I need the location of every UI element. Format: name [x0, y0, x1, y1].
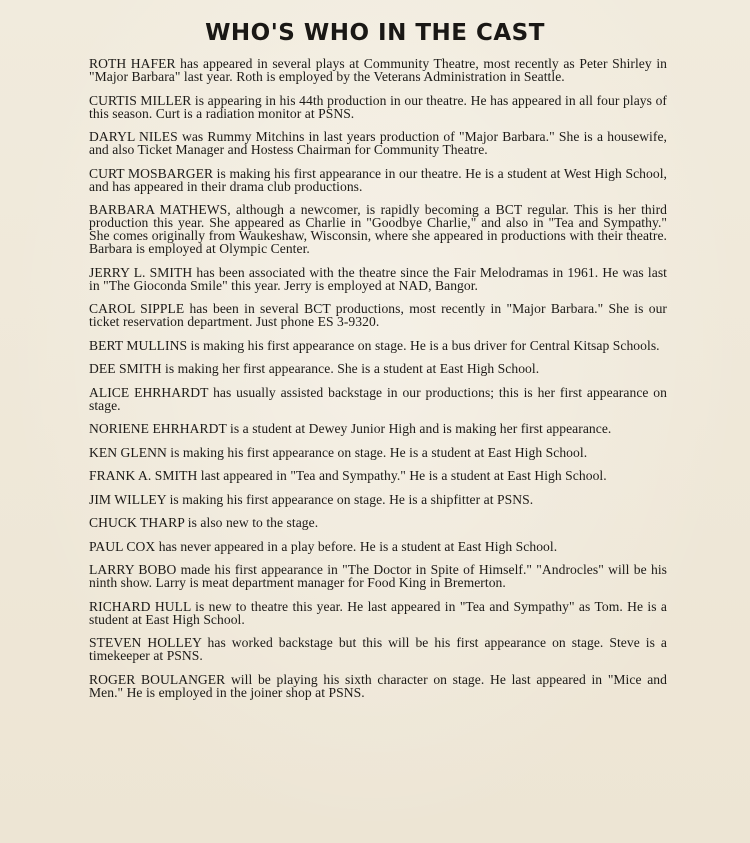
cast-entry: BARBARA MATHEWS, although a newcomer, is rapidly becoming a BCT regular. This is her third production this year. She appeared as Charlie in "Goodbye Charlie," and also in "Tea and Sympathy." She comes originally from Waukeshaw, Wisconsin, where she appeared in productions with their theatre. Barbara is employed at Olympic Center. — [89, 202, 667, 256]
cast-entry: PAUL COX has never appeared in a play before. He is a student at East High School. — [89, 538, 558, 554]
cast-entry: DARYL NILES was Rummy Mitchins in last years production of "Major Barbara." She is a housewife, and also Ticket Manager and Hostess Chairman for Community Theatre. — [89, 129, 667, 157]
cast-entry: ROTH HAFER has appeared in several plays at Community Theatre, most recently as Peter Shirley in "Major Barbara" last year. Roth is employed by the Veterans Administration in Seattle. — [89, 56, 667, 84]
cast-entry: NORIENE EHRHARDT is a student at Dewey Junior High and is making her first appearance. — [89, 421, 612, 436]
cast-entry: CURTIS MILLER is appearing in his 44th production in our theatre. He has appeared in all four plays of this season. Curt is a radiation monitor at PSNS. — [89, 92, 667, 121]
cast-entry: RICHARD HULL is new to theatre this year. He last appeared in "Tea and Sympathy" as Tom. He is a student at East High School. — [89, 598, 667, 627]
cast-entry: STEVEN HOLLEY has worked backstage but this will be his first appearance on stage. Steve is a timekeeper at PSNS. — [89, 635, 667, 663]
cast-entry: DEE SMITH is making her first appearance. She is a student at East High School. — [89, 361, 540, 376]
cast-entry: JIM WILLEY is making his first appearance on stage. He is a shipfitter at PSNS. — [89, 491, 534, 507]
cast-entry: CHUCK THARP is also new to the stage. — [89, 515, 319, 530]
cast-entry: LARRY BOBO made his first appearance in "The Doctor in Spite of Himself." "Androcles" will be his ninth show. Larry is meat department manager for Food King in Bremerton. — [89, 562, 667, 590]
page-title: WHO'S WHO IN THE CAST — [205, 20, 545, 46]
cast-list — [89, 57, 667, 709]
cast-entry: JERRY L. SMITH has been associated with the theatre since the Fair Melodramas in 1961. He was last in "The Gioconda Smile" this year. Jerry is employed at NAD, Bangor. — [89, 264, 667, 293]
cast-entry: KEN GLENN is making his first appearance on stage. He is a student at East High School. — [89, 444, 588, 460]
cast-entry: FRANK A. SMITH last appeared in "Tea and Sympathy." He is a student at East High School. — [89, 468, 607, 483]
cast-entry: CURT MOSBARGER is making his first appearance in our theatre. He is a student at West High School, and has appeared in their drama club productions. — [89, 165, 667, 194]
cast-entry: CAROL SIPPLE has been in several BCT productions, most recently in "Major Barbara." She is our ticket reservation department. Just phone ES 3-9320. — [89, 301, 667, 329]
cast-entry: BERT MULLINS is making his first appearance on stage. He is a bus driver for Central Kitsap Schools. — [89, 337, 660, 353]
cast-entry: ROGER BOULANGER will be playing his sixth character on stage. He last appeared in "Mice and Men." He is employed in the joiner shop at PSNS. — [89, 671, 667, 700]
cast-entry: ALICE EHRHARDT has usually assisted backstage in our productions; this is her first appearance on stage. — [89, 384, 667, 413]
